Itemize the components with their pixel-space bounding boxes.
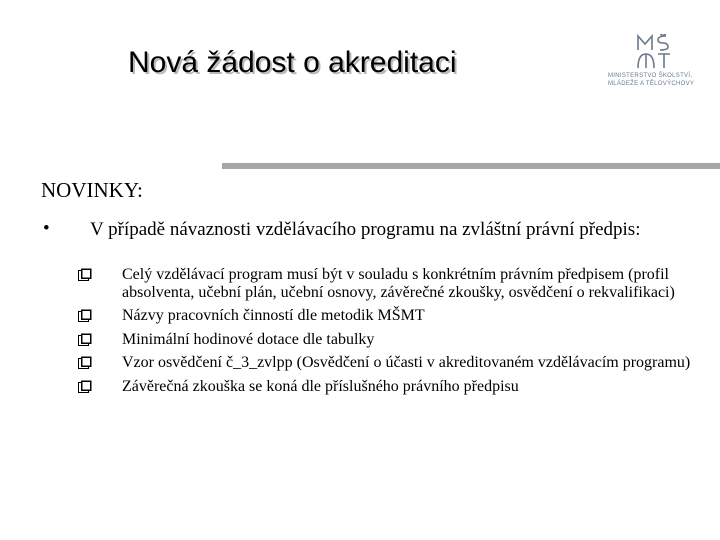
list-item-text: Vzor osvědčení č_3_zvlpp (Osvědčení o účasti v akreditovaném vzdělávacím programu) (122, 354, 691, 371)
list-item (78, 331, 718, 349)
checkbox-bullet-icon (78, 356, 92, 370)
list-item (78, 266, 718, 301)
list-item-text: Názvy pracovních činností dle metodik MŠMT (122, 307, 425, 324)
bullet-symbol: • (43, 218, 50, 239)
msmt-logo (606, 34, 710, 94)
checkbox-bullet-icon (78, 380, 92, 394)
section-heading: NOVINKY: (41, 178, 143, 202)
list-item-text: Minimální hodinové dotace dle tabulky (122, 330, 375, 348)
list-item (78, 354, 718, 372)
slide-title: Nová žádost o akreditaci (128, 46, 457, 79)
divider-rule (222, 163, 720, 169)
sub-bullet-list (78, 266, 718, 401)
logo-line-1: MINISTERSTVO ŠKOLSTVÍ, (608, 73, 693, 79)
msmt-logo-mark (636, 34, 674, 70)
checkbox-bullet-icon (78, 333, 92, 347)
list-item (78, 307, 718, 325)
checkbox-bullet-icon (78, 268, 92, 282)
list-item-text: Závěrečná zkouška se koná dle příslušného právního předpisu (122, 377, 519, 395)
checkbox-bullet-icon (78, 309, 92, 323)
logo-line-2: MLÁDEŽE A TĚLOVÝCHOVY (608, 81, 695, 87)
bullet-text: V případě návaznosti vzdělávacího programu na zvláštní právní předpis: (90, 219, 641, 240)
list-item (78, 378, 718, 396)
list-item-text: Celý vzdělávací program musí být v souladu s konkrétním právním předpisem (profil absolventa, učební plán, učební osnovy, závěrečné zkoušky, osvědčení o rekvalifikaci) (122, 266, 675, 301)
